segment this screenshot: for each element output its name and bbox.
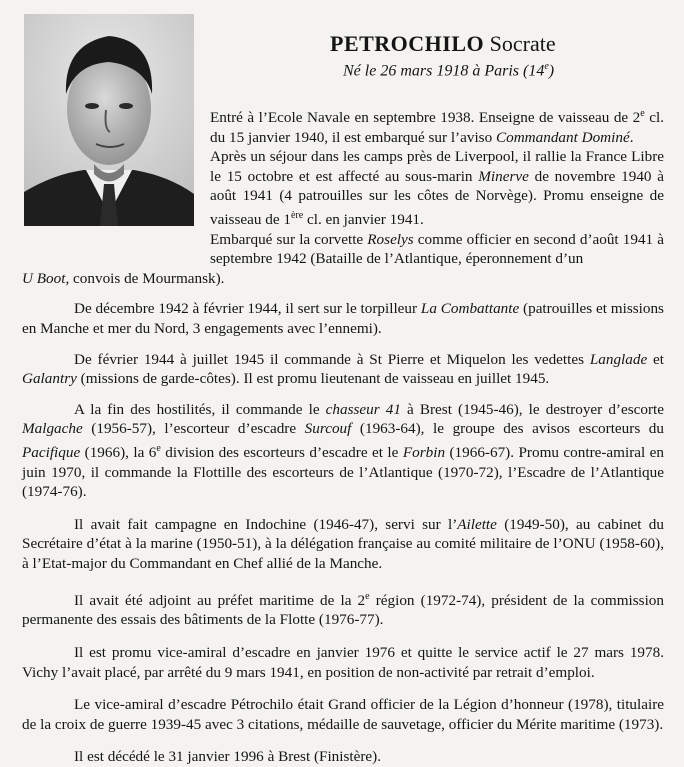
paragraph-1: Entré à l’Ecole Navale en septembre 1938. Enseigne de vaisseau de 2e cl. du 15 janvier 1940, il est embarqué sur l’aviso Commandant Dominé. (210, 108, 664, 146)
surname: PETROCHILO (330, 31, 485, 56)
birth-line: Né le 26 mars 1918 à Paris (14e) (343, 61, 555, 80)
page-title (330, 31, 556, 57)
biography-text (22, 104, 664, 767)
paragraph-4: De décembre 1942 à février 1944, il sert sur le torpilleur La Combattante (patrouilles et missions en Manche et mer du Nord, 3 engagements avec l’ennemi). (22, 300, 664, 338)
paragraph-9: Il est promu vice-amiral d’escadre en janvier 1976 et quitte le service actif le 27 mars 1978. Vichy l’avait placé, par arrêté du 9 mars 1941, en position de non-activité par retrait d’emploi. (22, 643, 664, 681)
paragraph-3b: U Boot, convois de Mourmansk). (22, 269, 225, 287)
paragraph-11: Il est décédé le 31 janvier 1996 à Brest (Finistère). (74, 748, 382, 766)
paragraph-3a: Embarqué sur la corvette Roselys comme officier en second d’août 1941 à septembre 1942 (Bataille de l’Atlantique, éperonnement d’un (210, 230, 664, 268)
paragraph-5: De février 1944 à juillet 1945 il commande à St Pierre et Miquelon les vedettes Langlade et Galantry (missions de garde-côtes). Il est promu lieutenant de vaisseau en juillet 1945. (22, 350, 664, 388)
given-name: Socrate (489, 31, 556, 56)
paragraph-7: Il avait fait campagne en Indochine (1946-47), servi sur l’Ailette (1949-50), au cabinet du Secrétaire d’état à la marine (1950-51), à la délégation française au comité militaire de l’ONU (1958-60), à l’Etat-major du Commandant en Chef allié de la Manche. (22, 515, 664, 573)
paragraph-6: A la fin des hostilités, il commande le chasseur 41 à Brest (1945-46), le destroyer d’escorte Malgache (1956-57), l’escorteur d’escadre Surcouf (1963-64), le groupe des avisos escorteurs du Pacifique (1966), la 6e division des escorteurs d’escadre et le Forbin (1966-67). Promu contre-amiral en juin 1970, il commande la Flottille des escorteurs de l’Atlantique (1970-72), l’Escadre de l’Atlantique (1974-76). (22, 400, 665, 501)
paragraph-8: Il avait été adjoint au préfet maritime de la 2e région (1972-74), président de la commission permanente des essais des bâtiments de la Flotte (1976-77). (22, 590, 664, 629)
paragraph-10: Le vice-amiral d’escadre Pétrochilo était Grand officier de la Légion d’honneur (1978), titulaire de la croix de guerre 1939-45 avec 3 citations, médaille de sauvetage, officier du Mérite maritime (1973). (22, 696, 664, 733)
paragraph-2: Après un séjour dans les camps près de Liverpool, il rallie la France Libre le 15 octobre et est affecté au sous-marin Minerve de novembre 1940 à août 1941 (4 patrouilles sur les côtes de Norvège). Promu enseigne de vaisseau de 1ère cl. en janvier 1941. (210, 148, 664, 229)
